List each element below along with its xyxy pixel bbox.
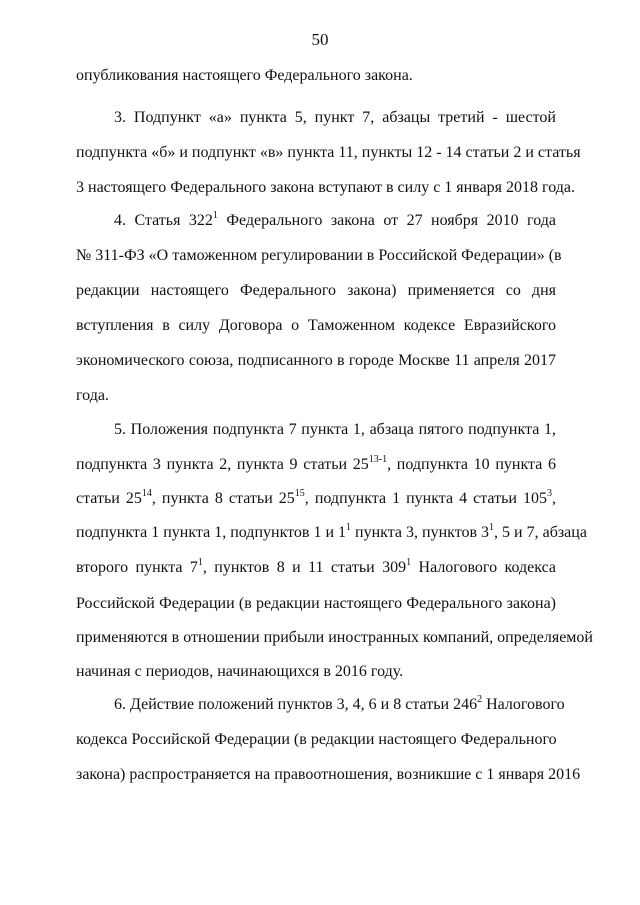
superscript-index: 13-1 [368,454,388,465]
superscript-index: 15 [294,488,305,499]
superscript-index: 1 [212,210,218,221]
text-line [76,281,556,301]
text-run: второго пункта 7 [76,559,198,576]
text-run: применяются в отношении прибыли иностранных компаний, определяемой [76,629,593,646]
text-line [76,558,556,578]
text-run: 3. Подпункт «а» пункта 5, пункт 7, абзацы третий - шестой [114,109,556,126]
superscript-index: 1 [197,557,203,568]
superscript-index: 2 [477,694,483,705]
text-run: закона) распространяется на правоотношения, возникшие с 1 января 2016 [76,766,581,783]
text-run: 6. Действие положений пунктов 3, 4, 6 и 8 статьи 246 [114,696,478,713]
text-run: года. [76,387,109,404]
text-run: , подпункта 1 пункта 4 статьи 105 [304,490,547,507]
text-run: подпункта 3 пункта 2, пункта 9 статьи 25 [76,456,369,473]
text-line [76,594,556,614]
text-run: 5. Положения подпункта 7 пункта 1, абзаца пятого подпункта 1, [114,421,556,438]
superscript-index: 1 [346,522,352,533]
text-run: Налогового [482,696,565,713]
paragraph-5-start [114,420,556,440]
text-line [76,730,556,750]
text-line [76,765,581,785]
text-run: , пункта 8 статьи 25 [151,490,295,507]
text-run: Федерального закона от 27 ноября 2010 года [217,212,557,229]
text-run: опубликования настоящего Федерального закона. [76,67,413,84]
text-run: подпункта «б» и подпункт «в» пункта 11, пункты 12 - 14 статьи 2 и статья [76,144,581,161]
paragraph-6-start [114,694,565,715]
text-line [76,351,556,371]
text-line [76,246,562,266]
paragraph-3-start [114,108,556,128]
text-run: редакции настоящего Федерального закона) применяется со дня [76,282,556,299]
text-line [76,489,556,509]
text-line [76,662,403,682]
paragraph-4-start [114,211,556,231]
text-line [76,455,556,475]
text-run: подпункта 1 пункта 1, подпунктов 1 и 1 [76,524,347,541]
text-run: Налогового кодекса [411,559,556,576]
text-run: начиная с периодов, начинающихся в 2016 году. [76,663,404,680]
superscript-index: 14 [141,488,152,499]
text-run: № 311-ФЗ «О таможенном регулировании в Российской Федерации» (в [76,247,562,264]
superscript-index: 3 [547,488,552,499]
text-run: экономического союза, подписанного в городе Москве 11 апреля 2017 [76,352,556,369]
text-run: вступления в силу Договора о Таможенном кодексе Евразийского [76,317,556,334]
text-line [76,386,109,406]
superscript-index: 1 [489,522,495,533]
superscript-index: 1 [406,557,412,568]
page-number: 50 [311,30,329,49]
text-line [76,316,556,336]
text-run: , подпункта 10 пункта 6 [387,456,556,473]
text-run: , пунктов 8 и 11 статьи 309 [202,559,407,576]
text-line [76,522,587,543]
text-line [76,66,413,86]
text-run: , [552,490,556,507]
text-line [76,178,575,198]
text-line [76,143,581,163]
text-run: , 5 и 7, абзаца [494,524,587,541]
text-run: кодекса Российской Федерации (в редакции настоящего Федерального [76,731,557,748]
text-run: пункта 3, пунктов 3 [351,524,490,541]
text-run: 4. Статья 322 [114,212,213,229]
text-run: Российской Федерации (в редакции настоящего Федерального закона) [76,595,556,612]
text-line [76,628,593,648]
text-run: статьи 25 [76,490,142,507]
text-run: 3 настоящего Федерального закона вступают в силу с 1 января 2018 года. [76,179,575,196]
